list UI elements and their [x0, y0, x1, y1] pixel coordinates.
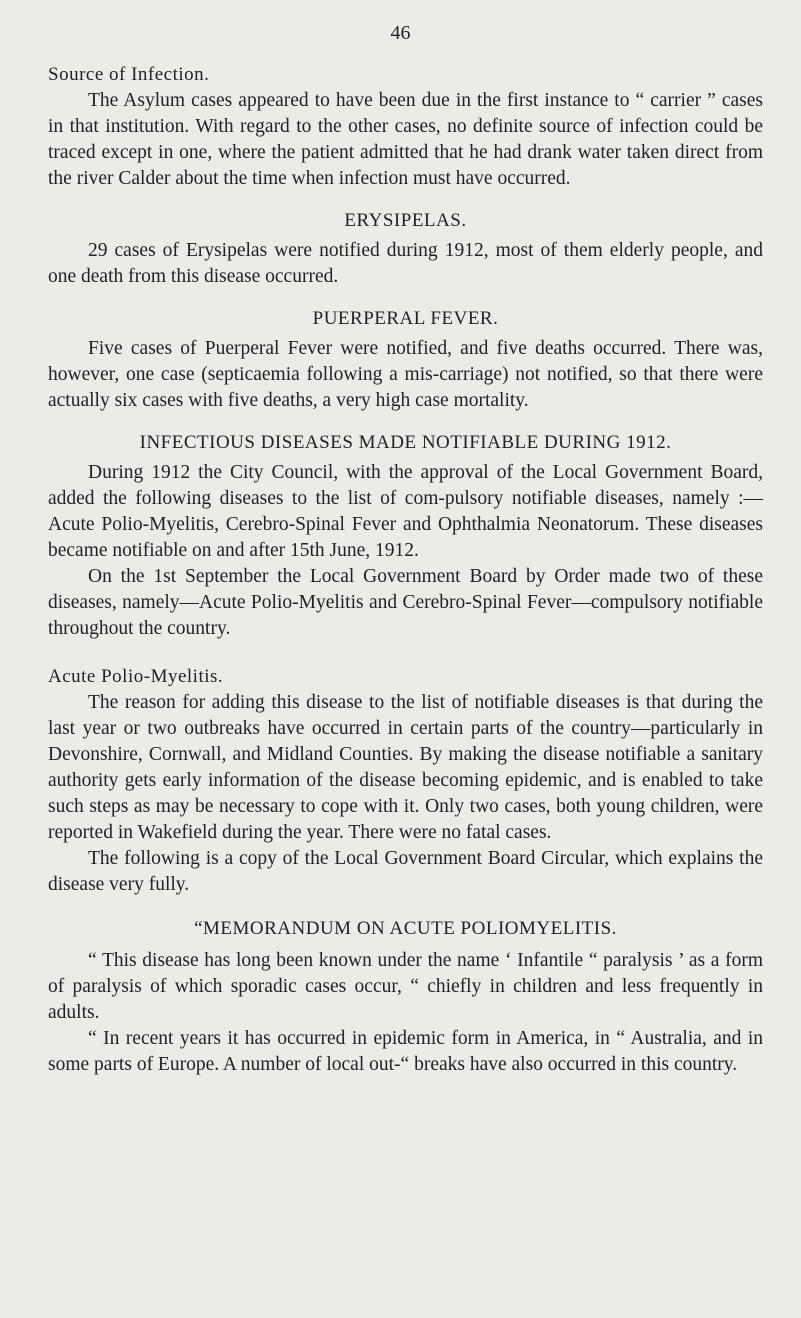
section-heading-memorandum: “MEMORANDUM ON ACUTE POLIOMYELITIS.: [194, 918, 617, 939]
paragraph-infectious-1: During 1912 the City Council, with the approval of the Local Government Board, added the following diseases to the list of com-pulsory notifiable diseases, namely :—Acute Polio-Myelitis, Cerebro-Spinal Fever and Ophthalmia Neonatorum. These diseases became notifiable on and after 15th June, 1912.: [48, 462, 763, 561]
paragraph-infectious-2: On the 1st September the Local Government Board by Order made two of these diseases, namely—Acute Polio-Myelitis and Cerebro-Spinal Fever—compulsory notifiable throughout the country.: [48, 566, 763, 639]
section-heading-source-of-infection: Source of Infection.: [48, 64, 210, 85]
section-heading-erysipelas: ERYSIPELAS.: [344, 210, 467, 231]
paragraph-polio-2: The following is a copy of the Local Government Board Circular, which explains the disease very fully.: [48, 848, 763, 895]
paragraph-memo-1: “ This disease has long been known under the name ‘ Infantile “ paralysis ’ as a form of paralysis of which sporadic cases occur, “ chiefly in children and less frequently in adults.: [48, 950, 763, 1023]
paragraph-polio-1: The reason for adding this disease to the list of notifiable diseases is that during the last year or two outbreaks have occurred in certain parts of the country—particularly in Devonshire, Cornwall, and Midland Counties. By making the disease notifiable a sanitary authority gets early information of the disease becoming epidemic, and is enabled to take such steps as may be necessary to cope with it. Only two cases, both young children, were reported in Wakefield during the year. There were no fatal cases.: [48, 692, 763, 843]
section-heading-infectious-diseases: INFECTIOUS DISEASES MADE NOTIFIABLE DURING 1912.: [139, 432, 672, 453]
page-content: [48, 62, 763, 1078]
paragraph-puerperal-fever: Five cases of Puerperal Fever were notified, and five deaths occurred. There was, however, one case (septicaemia following a mis-carriage) not notified, so that there were actually six cases with five deaths, a very high case mortality.: [48, 338, 763, 411]
paragraph-erysipelas: 29 cases of Erysipelas were notified during 1912, most of them elderly people, and one death from this disease occurred.: [48, 240, 763, 287]
page-number: 46: [390, 22, 411, 44]
section-heading-acute-polio-myelitis: Acute Polio-Myelitis.: [48, 666, 224, 687]
paragraph-source-of-infection: The Asylum cases appeared to have been due in the first instance to “ carrier ” cases in that institution. With regard to the other cases, no definite source of infection could be traced except in one, where the patient admitted that he had drank water taken direct from the river Calder about the time when infection must have occurred.: [48, 90, 763, 189]
section-heading-puerperal-fever: PUERPERAL FEVER.: [312, 308, 499, 329]
paragraph-memo-2: “ In recent years it has occurred in epidemic form in America, in “ Australia, and in some parts of Europe. A number of local out-“ breaks have also occurred in this country.: [48, 1028, 763, 1075]
